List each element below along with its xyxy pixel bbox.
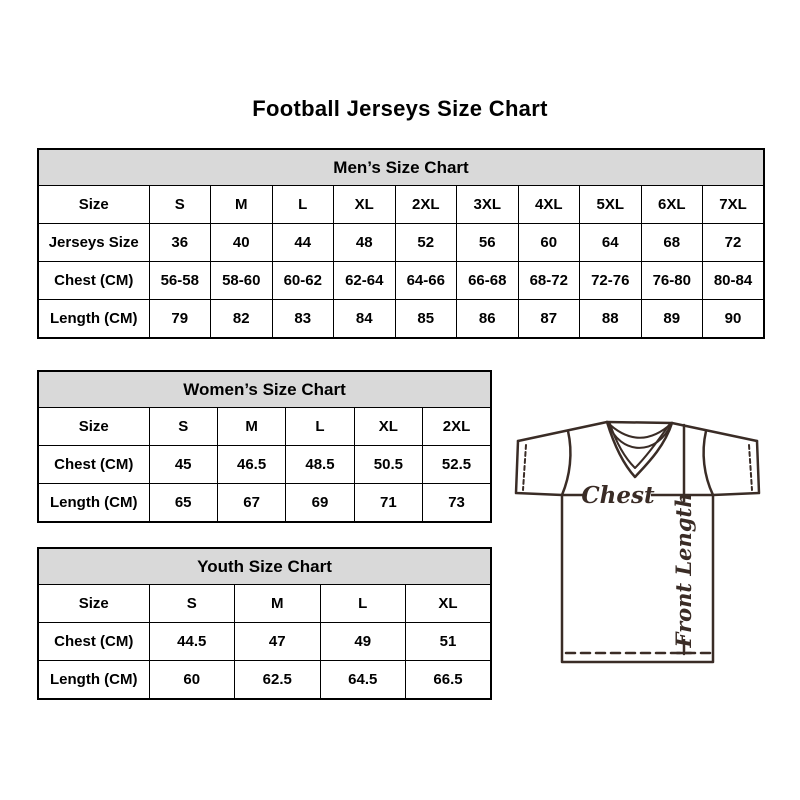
- cell-value: 88: [580, 300, 642, 339]
- cell-value: 7XL: [703, 186, 765, 224]
- cell-value: 48: [334, 224, 396, 262]
- cell-value: 87: [518, 300, 580, 339]
- table-row: [38, 408, 491, 446]
- cell-value: 67: [217, 484, 285, 523]
- cell-value: S: [149, 585, 235, 623]
- cell-value: 76-80: [641, 262, 703, 300]
- row-label: Chest (CM): [38, 262, 149, 300]
- cell-value: 83: [272, 300, 334, 339]
- cell-value: 60: [149, 661, 235, 700]
- cell-value: 68-72: [518, 262, 580, 300]
- cell-value: M: [235, 585, 321, 623]
- jersey-left-shoulder: [518, 422, 607, 441]
- cell-value: 64.5: [320, 661, 406, 700]
- cell-value: 2XL: [423, 408, 491, 446]
- table-row: [38, 446, 491, 484]
- cell-value: 64-66: [395, 262, 457, 300]
- table-title: Youth Size Chart: [38, 548, 491, 585]
- cell-value: 44: [272, 224, 334, 262]
- cell-value: 60: [518, 224, 580, 262]
- mens-size-table: [37, 148, 765, 339]
- cell-value: 72-76: [580, 262, 642, 300]
- cell-value: 80-84: [703, 262, 765, 300]
- cell-value: 56-58: [149, 262, 211, 300]
- row-label: Size: [38, 585, 149, 623]
- cell-value: 71: [354, 484, 422, 523]
- table-row: [38, 585, 491, 623]
- cell-value: S: [149, 186, 211, 224]
- jersey-left-cuff-stitch: [523, 445, 526, 490]
- cell-value: 56: [457, 224, 519, 262]
- cell-value: 51: [406, 623, 492, 661]
- table-row: [38, 661, 491, 700]
- cell-value: 48.5: [286, 446, 354, 484]
- row-label: Jerseys Size: [38, 224, 149, 262]
- cell-value: 82: [211, 300, 273, 339]
- cell-value: XL: [354, 408, 422, 446]
- table-row: [38, 186, 764, 224]
- table-row: [38, 623, 491, 661]
- chest-label: Chest: [581, 482, 655, 509]
- table-row: [38, 484, 491, 523]
- table-title: Men’s Size Chart: [38, 149, 764, 186]
- cell-value: 86: [457, 300, 519, 339]
- womens-size-table: [37, 370, 492, 523]
- cell-value: 64: [580, 224, 642, 262]
- cell-value: 73: [423, 484, 491, 523]
- row-label: Length (CM): [38, 300, 149, 339]
- cell-value: 46.5: [217, 446, 285, 484]
- cell-value: 79: [149, 300, 211, 339]
- cell-value: 72: [703, 224, 765, 262]
- cell-value: 68: [641, 224, 703, 262]
- cell-value: 52.5: [423, 446, 491, 484]
- cell-value: 85: [395, 300, 457, 339]
- row-label: Length (CM): [38, 661, 149, 700]
- row-label: Chest (CM): [38, 446, 149, 484]
- cell-value: L: [272, 186, 334, 224]
- cell-value: 52: [395, 224, 457, 262]
- cell-value: 44.5: [149, 623, 235, 661]
- cell-value: 66-68: [457, 262, 519, 300]
- cell-value: 60-62: [272, 262, 334, 300]
- cell-value: 62-64: [334, 262, 396, 300]
- cell-value: XL: [334, 186, 396, 224]
- cell-value: 69: [286, 484, 354, 523]
- cell-value: 65: [149, 484, 217, 523]
- jersey-right-cuff-stitch: [749, 445, 752, 490]
- page-title: Football Jerseys Size Chart: [252, 96, 548, 121]
- cell-value: 6XL: [641, 186, 703, 224]
- cell-value: M: [211, 186, 273, 224]
- jersey-collar-top: [607, 422, 672, 423]
- table-header-row: [38, 149, 764, 186]
- cell-value: 40: [211, 224, 273, 262]
- cell-value: 47: [235, 623, 321, 661]
- jersey-right-armhole: [704, 431, 713, 495]
- table-title: Women’s Size Chart: [38, 371, 491, 408]
- cell-value: M: [217, 408, 285, 446]
- table-row: [38, 300, 764, 339]
- cell-value: 49: [320, 623, 406, 661]
- cell-value: 36: [149, 224, 211, 262]
- front-length-label: Front Length: [671, 492, 696, 648]
- cell-value: L: [320, 585, 406, 623]
- row-label: Size: [38, 408, 149, 446]
- cell-value: 84: [334, 300, 396, 339]
- cell-value: 4XL: [518, 186, 580, 224]
- cell-value: 3XL: [457, 186, 519, 224]
- cell-value: 66.5: [406, 661, 492, 700]
- cell-value: 50.5: [354, 446, 422, 484]
- cell-value: 89: [641, 300, 703, 339]
- row-label: Size: [38, 186, 149, 224]
- cell-value: 5XL: [580, 186, 642, 224]
- youth-size-table: [37, 547, 492, 700]
- jersey-measurement-diagram: [500, 408, 775, 670]
- cell-value: 58-60: [211, 262, 273, 300]
- row-label: Length (CM): [38, 484, 149, 523]
- jersey-left-armhole: [562, 431, 570, 495]
- cell-value: 90: [703, 300, 765, 339]
- table-header-row: [38, 548, 491, 585]
- cell-value: XL: [406, 585, 492, 623]
- row-label: Chest (CM): [38, 623, 149, 661]
- cell-value: 45: [149, 446, 217, 484]
- table-row: [38, 224, 764, 262]
- cell-value: 2XL: [395, 186, 457, 224]
- cell-value: 62.5: [235, 661, 321, 700]
- table-header-row: [38, 371, 491, 408]
- cell-value: L: [286, 408, 354, 446]
- table-row: [38, 262, 764, 300]
- cell-value: S: [149, 408, 217, 446]
